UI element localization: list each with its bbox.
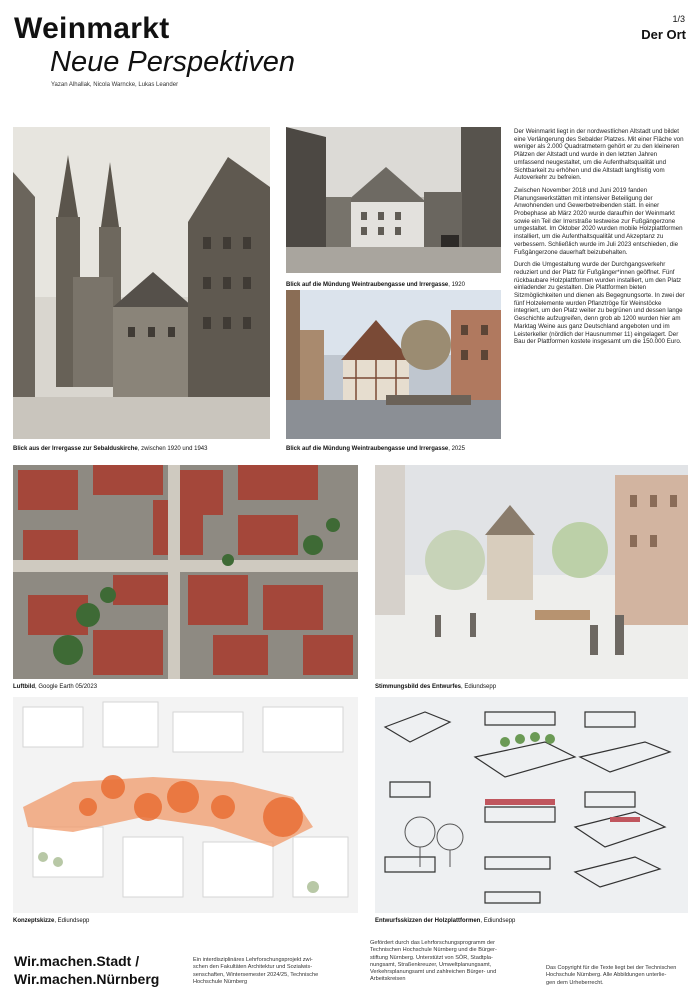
caption-concept-sketch: Konzeptskizze, Ediundsepp [13, 918, 90, 924]
poster-title: Weinmarkt [14, 12, 170, 45]
footer-project-info: Ein interdisziplinäres Lehrforschungsprojekt zwi- schen den Fakultäten Architektur und Sozialwis- senschaften, Wintersemester 2024/25, Technische Hochschule Nürnberg [193, 957, 319, 985]
body-paragraph: Der Weinmarkt liegt in der nordwestlichen Altstadt und bildet eine Verlängerung des Sebalder Platzes. Mit einer Fläche von weniger als 2.000 Quadratmetern gehört er zu den kleineren Plätzen der Altstadt und wurde in den letzten Jahren umfassend neugestaltet, um die Aufenthaltsqualität und Sichtbarkeit zu erhöhen und die Altstadt langfristig vom Autoverkehr zu befreien. [514, 128, 684, 182]
footer-brand-line: Wir.machen.Stadt / [14, 953, 140, 969]
caption-mood-rendering: Stimmungsbild des Entwurfes, Ediundsepp [375, 684, 497, 690]
historic-street-photo [286, 127, 501, 273]
poster-subtitle: Neue Perspektiven [50, 46, 296, 78]
section-title: Der Ort [641, 27, 686, 42]
concept-sketch [13, 697, 358, 913]
caption-historic-street: Blick auf die Mündung Weintraubengasse und Irrergasse, 1920 [286, 282, 465, 288]
platform-sketches [375, 697, 688, 913]
footer-brand-line: Wir.machen.Nürnberg [14, 971, 160, 987]
aerial-photo [13, 465, 358, 679]
caption-historic-church: Blick aus der Irrergasse zur Sebalduskirche, zwischen 1920 und 1943 [13, 446, 208, 452]
mood-rendering [375, 465, 688, 679]
caption-present-street: Blick auf die Mündung Weintraubengasse und Irrergasse, 2025 [286, 446, 465, 452]
authors: Yazan Alhallak, Nicola Warncke, Lukas Leander [51, 82, 179, 88]
footer-funding-info: Gefördert durch das Lehrforschungsprogramm der Technischen Hochschule Nürnberg und die Bürger- stiftung Nürnberg. Unterstützt von SÖR, Stadtpla- nungsamt, Straßenkreuzer, Umweltplanungsamt, Verkehrsplanungsamt und zahlreichen Bürger- und Arbeitskreisen [370, 940, 497, 983]
caption-aerial: Luftbild, Google Earth 05/2023 [13, 684, 98, 690]
body-text [514, 128, 686, 351]
body-paragraph: Zwischen November 2018 und Juni 2019 fanden Planungswerkstätten mit intensiver Beteiligung der Anwohnenden und Gewerbetreibenden statt. In einer Probephase ab März 2020 wurde daraufhin der Weinmarkt sowie ein Teil der Irrerstraße testweise zur Fußgängerzone umgestaltet. Im Oktober 2020 wurden mobile Holzplattformen installiert, um die Aufenthaltsqualität und Akzeptanz zu verbessern. Schließlich wurde im Juli 2023 entschieden, die Fußgängerzone dauerhaft beizubehalten. [514, 186, 683, 256]
present-street-photo [286, 290, 501, 439]
footer-copyright: Das Copyright für die Texte liegt bei der Technischen Hochschule Nürnberg. Alle Abbildungen unterlie- gen dem Urheberrecht. [546, 965, 677, 986]
historic-church-photo [13, 127, 270, 439]
footer-brand [14, 952, 159, 988]
page-number: 1/3 [672, 14, 685, 24]
body-paragraph: Durch die Umgestaltung wurde der Durchgangsverkehr reduziert und der Platz für Fußgänger*innen geöffnet. Fünf rückbaubare Holzplattformen wurden installiert, um den Platz einladender zu gestalten. Die Plattformen bieten Sitzmöglichkeiten und dienen als Begegnungsorte. In zwei der fünf Holzelemente wurden Pflanztröge für Weinstöcke integriert, um den Platz weiter zu begrünen und dessen lange Geschichte aufzugreifen, denn grob ab 1200 wurden hier am Marktag Weine aus ganz Deutschland angeboten und im Leisterkeller (nördlich der Hausnummer 11) eingelagert. Der Bau der Plattformen kostete insgesamt um die 150.000 Euro. [514, 261, 685, 346]
caption-platform-sketches: Entwurfsskizzen der Holzplattformen, Ediundsepp [375, 918, 516, 924]
